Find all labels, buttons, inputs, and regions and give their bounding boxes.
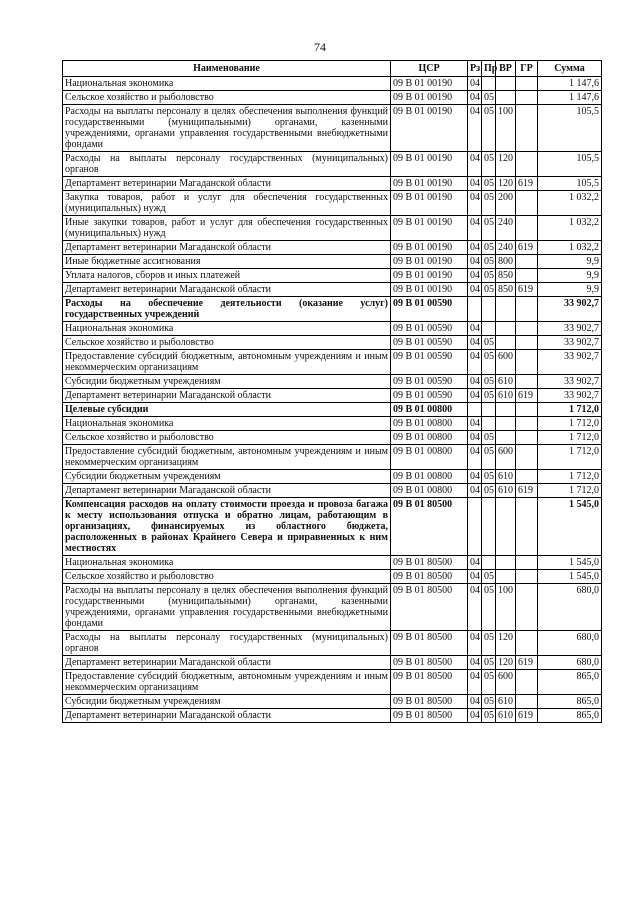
budget-table [62, 60, 602, 723]
cell-gr [516, 350, 538, 375]
table-row [63, 670, 602, 695]
cell-rz [468, 297, 482, 322]
cell-rz: 04 [468, 417, 482, 431]
cell-sum: 865,0 [538, 670, 602, 695]
cell-csr: 09 В 01 00800 [391, 445, 468, 470]
cell-pr: 05 [482, 241, 496, 255]
cell-vr: 120 [496, 631, 516, 656]
cell-pr: 05 [482, 484, 496, 498]
cell-csr: 09 В 01 80500 [391, 584, 468, 631]
cell-name: Сельское хозяйство и рыболовство [63, 431, 391, 445]
page-number: 74 [314, 40, 326, 54]
cell-name: Расходы на выплаты персоналу государственных (муниципальных) органов [63, 631, 391, 656]
cell-gr [516, 269, 538, 283]
cell-sum: 105,5 [538, 177, 602, 191]
cell-name: Предоставление субсидий бюджетным, автономным учреждениям и иным некоммерческим организациям [63, 350, 391, 375]
cell-vr: 240 [496, 241, 516, 255]
cell-vr [496, 570, 516, 584]
cell-pr: 05 [482, 656, 496, 670]
cell-rz: 04 [468, 484, 482, 498]
cell-gr [516, 584, 538, 631]
table-row [63, 91, 602, 105]
cell-rz: 04 [468, 77, 482, 91]
cell-gr [516, 216, 538, 241]
cell-rz: 04 [468, 177, 482, 191]
cell-sum: 105,5 [538, 105, 602, 152]
cell-sum: 1 147,6 [538, 77, 602, 91]
cell-sum: 680,0 [538, 631, 602, 656]
table-row [63, 105, 602, 152]
cell-csr: 09 В 01 00190 [391, 105, 468, 152]
cell-vr: 610 [496, 389, 516, 403]
cell-vr [496, 498, 516, 556]
cell-csr: 09 В 01 80500 [391, 631, 468, 656]
cell-vr [496, 403, 516, 417]
cell-rz [468, 403, 482, 417]
cell-name: Субсидии бюджетным учреждениям [63, 695, 391, 709]
cell-gr [516, 498, 538, 556]
cell-vr: 610 [496, 375, 516, 389]
cell-sum: 1 712,0 [538, 431, 602, 445]
cell-pr: 05 [482, 470, 496, 484]
cell-gr: 619 [516, 283, 538, 297]
cell-name: Департамент ветеринарии Магаданской области [63, 709, 391, 723]
cell-pr: 05 [482, 283, 496, 297]
cell-gr [516, 470, 538, 484]
cell-sum: 33 902,7 [538, 375, 602, 389]
cell-rz: 04 [468, 350, 482, 375]
table-row [63, 283, 602, 297]
header-csr: ЦСР [391, 61, 468, 77]
cell-gr [516, 431, 538, 445]
cell-pr [482, 417, 496, 431]
cell-vr: 610 [496, 709, 516, 723]
cell-vr: 240 [496, 216, 516, 241]
cell-vr: 610 [496, 470, 516, 484]
table-body [63, 77, 602, 723]
cell-vr: 200 [496, 191, 516, 216]
cell-rz: 04 [468, 431, 482, 445]
cell-gr [516, 105, 538, 152]
cell-vr: 600 [496, 350, 516, 375]
cell-name: Расходы на выплаты персоналу государственных (муниципальных) органов [63, 152, 391, 177]
cell-pr: 05 [482, 216, 496, 241]
table-row [63, 445, 602, 470]
table-row [63, 403, 602, 417]
cell-sum: 1 147,6 [538, 91, 602, 105]
table-row [63, 336, 602, 350]
cell-name: Национальная экономика [63, 77, 391, 91]
cell-vr [496, 77, 516, 91]
cell-rz: 04 [468, 152, 482, 177]
cell-name: Иные бюджетные ассигнования [63, 255, 391, 269]
table-row [63, 269, 602, 283]
cell-pr: 05 [482, 350, 496, 375]
cell-rz: 04 [468, 269, 482, 283]
table-row [63, 470, 602, 484]
cell-sum: 1 545,0 [538, 570, 602, 584]
cell-rz: 04 [468, 695, 482, 709]
header-rz: Рз [468, 61, 482, 77]
cell-sum: 9,9 [538, 269, 602, 283]
table-row [63, 570, 602, 584]
cell-csr: 09 В 01 00590 [391, 322, 468, 336]
cell-name: Расходы на выплаты персоналу в целях обеспечения выполнения функций государственными (муниципальными) органами, казенными учреждениями, органами управления государственными внебюджетными фондами [63, 584, 391, 631]
cell-name: Уплата налогов, сборов и иных платежей [63, 269, 391, 283]
cell-rz: 04 [468, 255, 482, 269]
cell-rz: 04 [468, 570, 482, 584]
cell-gr [516, 91, 538, 105]
header-row [63, 61, 602, 77]
cell-sum: 105,5 [538, 152, 602, 177]
cell-csr: 09 В 01 80500 [391, 695, 468, 709]
cell-pr: 05 [482, 375, 496, 389]
cell-vr: 600 [496, 445, 516, 470]
cell-gr [516, 322, 538, 336]
table-row [63, 255, 602, 269]
cell-gr: 619 [516, 484, 538, 498]
cell-name: Департамент ветеринарии Магаданской области [63, 389, 391, 403]
cell-pr: 05 [482, 695, 496, 709]
cell-name: Субсидии бюджетным учреждениям [63, 375, 391, 389]
cell-csr: 09 В 01 00190 [391, 269, 468, 283]
cell-gr [516, 556, 538, 570]
table-row [63, 77, 602, 91]
cell-rz: 04 [468, 556, 482, 570]
cell-csr: 09 В 01 00190 [391, 283, 468, 297]
cell-rz: 04 [468, 322, 482, 336]
cell-csr: 09 В 01 00190 [391, 152, 468, 177]
cell-sum: 33 902,7 [538, 322, 602, 336]
cell-rz: 04 [468, 336, 482, 350]
cell-rz: 04 [468, 656, 482, 670]
cell-gr: 619 [516, 241, 538, 255]
cell-gr [516, 191, 538, 216]
cell-csr: 09 В 01 00800 [391, 431, 468, 445]
cell-sum: 1 712,0 [538, 470, 602, 484]
cell-sum: 1 712,0 [538, 445, 602, 470]
header-sum: Сумма [538, 61, 602, 77]
cell-sum: 1 032,2 [538, 191, 602, 216]
cell-pr: 05 [482, 269, 496, 283]
cell-sum: 1 032,2 [538, 216, 602, 241]
cell-pr: 05 [482, 389, 496, 403]
cell-csr: 09 В 01 00800 [391, 403, 468, 417]
cell-sum: 33 902,7 [538, 336, 602, 350]
cell-sum: 1 712,0 [538, 417, 602, 431]
cell-name: Департамент ветеринарии Магаданской области [63, 241, 391, 255]
cell-vr: 120 [496, 177, 516, 191]
cell-rz: 04 [468, 283, 482, 297]
cell-gr [516, 417, 538, 431]
cell-gr [516, 631, 538, 656]
cell-csr: 09 В 01 00590 [391, 350, 468, 375]
cell-sum: 680,0 [538, 656, 602, 670]
cell-vr [496, 336, 516, 350]
cell-pr: 05 [482, 584, 496, 631]
cell-vr: 100 [496, 105, 516, 152]
cell-vr [496, 556, 516, 570]
cell-name: Целевые субсидии [63, 403, 391, 417]
cell-csr: 09 В 01 80500 [391, 556, 468, 570]
cell-rz: 04 [468, 191, 482, 216]
table-row [63, 709, 602, 723]
cell-gr: 619 [516, 709, 538, 723]
header-vr: ВР [496, 61, 516, 77]
cell-csr: 09 В 01 00800 [391, 470, 468, 484]
cell-pr [482, 77, 496, 91]
cell-rz: 04 [468, 105, 482, 152]
cell-vr [496, 297, 516, 322]
table-row [63, 695, 602, 709]
cell-pr: 05 [482, 709, 496, 723]
cell-csr: 09 В 01 00190 [391, 216, 468, 241]
cell-vr [496, 322, 516, 336]
cell-sum: 33 902,7 [538, 389, 602, 403]
cell-name: Департамент ветеринарии Магаданской области [63, 656, 391, 670]
cell-rz: 04 [468, 445, 482, 470]
cell-sum: 1 545,0 [538, 498, 602, 556]
cell-vr: 120 [496, 656, 516, 670]
cell-rz: 04 [468, 216, 482, 241]
cell-gr [516, 336, 538, 350]
cell-rz [468, 498, 482, 556]
cell-pr: 05 [482, 670, 496, 695]
cell-csr: 09 В 01 80500 [391, 709, 468, 723]
cell-sum: 1 032,2 [538, 241, 602, 255]
cell-gr [516, 403, 538, 417]
table-row [63, 152, 602, 177]
cell-vr [496, 431, 516, 445]
cell-gr [516, 445, 538, 470]
cell-rz: 04 [468, 91, 482, 105]
cell-gr: 619 [516, 656, 538, 670]
cell-sum: 865,0 [538, 695, 602, 709]
cell-sum: 33 902,7 [538, 297, 602, 322]
cell-rz: 04 [468, 670, 482, 695]
cell-rz: 04 [468, 584, 482, 631]
cell-pr: 05 [482, 177, 496, 191]
cell-sum: 1 545,0 [538, 556, 602, 570]
cell-pr [482, 556, 496, 570]
cell-vr: 610 [496, 484, 516, 498]
cell-rz: 04 [468, 631, 482, 656]
cell-pr: 05 [482, 431, 496, 445]
table-row [63, 216, 602, 241]
cell-vr [496, 417, 516, 431]
cell-pr [482, 403, 496, 417]
cell-csr: 09 В 01 00190 [391, 177, 468, 191]
table-row [63, 375, 602, 389]
cell-gr [516, 695, 538, 709]
cell-sum: 865,0 [538, 709, 602, 723]
cell-gr [516, 77, 538, 91]
cell-pr [482, 322, 496, 336]
cell-pr: 05 [482, 152, 496, 177]
cell-gr [516, 152, 538, 177]
cell-pr: 05 [482, 255, 496, 269]
cell-csr: 09 В 01 80500 [391, 656, 468, 670]
cell-name: Сельское хозяйство и рыболовство [63, 91, 391, 105]
cell-sum: 33 902,7 [538, 350, 602, 375]
table-row [63, 191, 602, 216]
cell-pr: 05 [482, 91, 496, 105]
table-row [63, 417, 602, 431]
cell-rz: 04 [468, 389, 482, 403]
cell-gr [516, 375, 538, 389]
table-row [63, 584, 602, 631]
cell-gr [516, 670, 538, 695]
cell-name: Предоставление субсидий бюджетным, автономным учреждениям и иным некоммерческим организациям [63, 445, 391, 470]
cell-vr: 100 [496, 584, 516, 631]
cell-gr: 619 [516, 389, 538, 403]
cell-csr: 09 В 01 00800 [391, 484, 468, 498]
table-row [63, 297, 602, 322]
cell-csr: 09 В 01 00190 [391, 241, 468, 255]
table-row [63, 484, 602, 498]
header-name: Наименование [63, 61, 391, 77]
cell-rz: 04 [468, 241, 482, 255]
table-row [63, 656, 602, 670]
cell-name: Иные закупки товаров, работ и услуг для обеспечения государственных (муниципальных) нужд [63, 216, 391, 241]
cell-name: Департамент ветеринарии Магаданской области [63, 484, 391, 498]
cell-csr: 09 В 01 00190 [391, 77, 468, 91]
cell-name: Субсидии бюджетным учреждениям [63, 470, 391, 484]
table-row [63, 631, 602, 656]
cell-rz: 04 [468, 375, 482, 389]
cell-name: Закупка товаров, работ и услуг для обеспечения государственных (муниципальных) нужд [63, 191, 391, 216]
cell-csr: 09 В 01 00800 [391, 417, 468, 431]
cell-csr: 09 В 01 00190 [391, 191, 468, 216]
cell-sum: 680,0 [538, 584, 602, 631]
cell-name: Сельское хозяйство и рыболовство [63, 336, 391, 350]
cell-rz: 04 [468, 470, 482, 484]
cell-pr: 05 [482, 191, 496, 216]
cell-csr: 09 В 01 00590 [391, 336, 468, 350]
cell-vr [496, 91, 516, 105]
cell-name: Департамент ветеринарии Магаданской области [63, 283, 391, 297]
table-row [63, 498, 602, 556]
cell-sum: 1 712,0 [538, 484, 602, 498]
cell-gr: 619 [516, 177, 538, 191]
table-row [63, 556, 602, 570]
cell-name: Расходы на обеспечение деятельности (оказание услуг) государственных учреждений [63, 297, 391, 322]
cell-csr: 09 В 01 80500 [391, 498, 468, 556]
cell-csr: 09 В 01 00590 [391, 389, 468, 403]
cell-pr [482, 498, 496, 556]
table-row [63, 431, 602, 445]
cell-name: Компенсация расходов на оплату стоимости проезда и провоза багажа к месту использования отпуска и обратно лицам, работающим в организациях, финансируемых из областного бюджета, расположенных в районах Крайнего Севера и приравненных к ним местностях [63, 498, 391, 556]
cell-vr: 610 [496, 695, 516, 709]
table-row [63, 241, 602, 255]
cell-pr: 05 [482, 336, 496, 350]
cell-vr: 120 [496, 152, 516, 177]
cell-name: Национальная экономика [63, 417, 391, 431]
cell-gr [516, 297, 538, 322]
cell-pr: 05 [482, 631, 496, 656]
cell-csr: 09 В 01 00590 [391, 375, 468, 389]
cell-vr: 600 [496, 670, 516, 695]
header-pr: Пр [482, 61, 496, 77]
cell-csr: 09 В 01 00590 [391, 297, 468, 322]
cell-rz: 04 [468, 709, 482, 723]
cell-name: Национальная экономика [63, 322, 391, 336]
cell-pr: 05 [482, 105, 496, 152]
header-gr: ГР [516, 61, 538, 77]
cell-sum: 9,9 [538, 283, 602, 297]
cell-name: Предоставление субсидий бюджетным, автономным учреждениям и иным некоммерческим организациям [63, 670, 391, 695]
cell-name: Сельское хозяйство и рыболовство [63, 570, 391, 584]
cell-sum: 1 712,0 [538, 403, 602, 417]
cell-pr: 05 [482, 570, 496, 584]
cell-csr: 09 В 01 00190 [391, 91, 468, 105]
table-row [63, 350, 602, 375]
cell-name: Расходы на выплаты персоналу в целях обеспечения выполнения функций государственными (муниципальными) органами, казенными учреждениями, органами управления государственными внебюджетными фондами [63, 105, 391, 152]
cell-csr: 09 В 01 00190 [391, 255, 468, 269]
cell-vr: 850 [496, 269, 516, 283]
cell-vr: 800 [496, 255, 516, 269]
cell-gr [516, 570, 538, 584]
cell-vr: 850 [496, 283, 516, 297]
cell-pr: 05 [482, 445, 496, 470]
table-row [63, 322, 602, 336]
cell-csr: 09 В 01 80500 [391, 670, 468, 695]
cell-name: Национальная экономика [63, 556, 391, 570]
cell-gr [516, 255, 538, 269]
table-row [63, 389, 602, 403]
cell-csr: 09 В 01 80500 [391, 570, 468, 584]
cell-name: Департамент ветеринарии Магаданской области [63, 177, 391, 191]
table-row [63, 177, 602, 191]
cell-pr [482, 297, 496, 322]
cell-sum: 9,9 [538, 255, 602, 269]
